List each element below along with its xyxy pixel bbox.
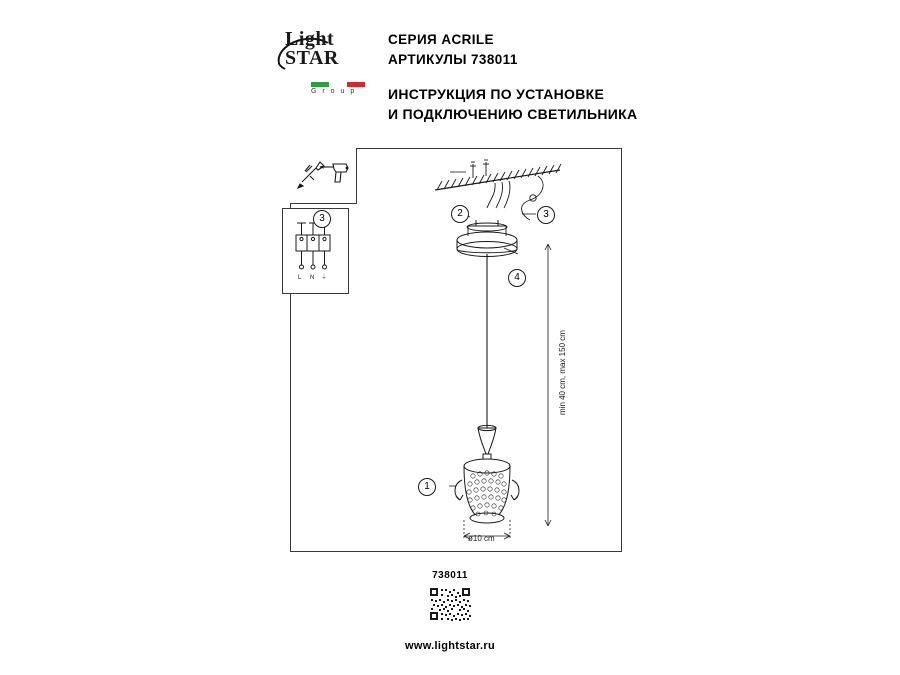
logo-flag-icon bbox=[311, 82, 365, 87]
footer-article-code: 738011 bbox=[432, 570, 468, 581]
step-badge-4: 4 bbox=[508, 269, 526, 287]
step-badge-2: 2 bbox=[451, 205, 469, 223]
logo-line-2: STAR bbox=[285, 47, 339, 69]
logo-subtext: G r o u p bbox=[311, 88, 357, 95]
svg-text:⏚: ⏚ bbox=[321, 275, 328, 281]
logo-wordmark bbox=[285, 30, 339, 68]
step-badge-3: 3 bbox=[537, 206, 555, 224]
step-badge-3-wiring: 3 bbox=[313, 210, 331, 228]
instruction-title-line-1: ИНСТРУКЦИЯ ПО УСТАНОВКЕ bbox=[388, 86, 605, 102]
logo-line-1: Light bbox=[285, 28, 335, 50]
height-dimension-label: min 40 cm, max 150 cm bbox=[558, 330, 567, 415]
header-block bbox=[388, 30, 808, 124]
svg-text:N: N bbox=[310, 275, 315, 281]
qr-code bbox=[428, 586, 472, 622]
instruction-title-line-2: И ПОДКЛЮЧЕНИЮ СВЕТИЛЬНИКА bbox=[388, 106, 638, 122]
series-line: СЕРИЯ ACRILE bbox=[388, 32, 494, 47]
brand-logo bbox=[277, 22, 369, 104]
svg-text:L: L bbox=[298, 275, 302, 281]
diameter-dimension-label: ø10 cm bbox=[468, 534, 495, 543]
article-line: АРТИКУЛЫ 738011 bbox=[388, 52, 518, 67]
step-badge-1: 1 bbox=[418, 478, 436, 496]
website-url[interactable]: www.lightstar.ru bbox=[405, 640, 495, 652]
